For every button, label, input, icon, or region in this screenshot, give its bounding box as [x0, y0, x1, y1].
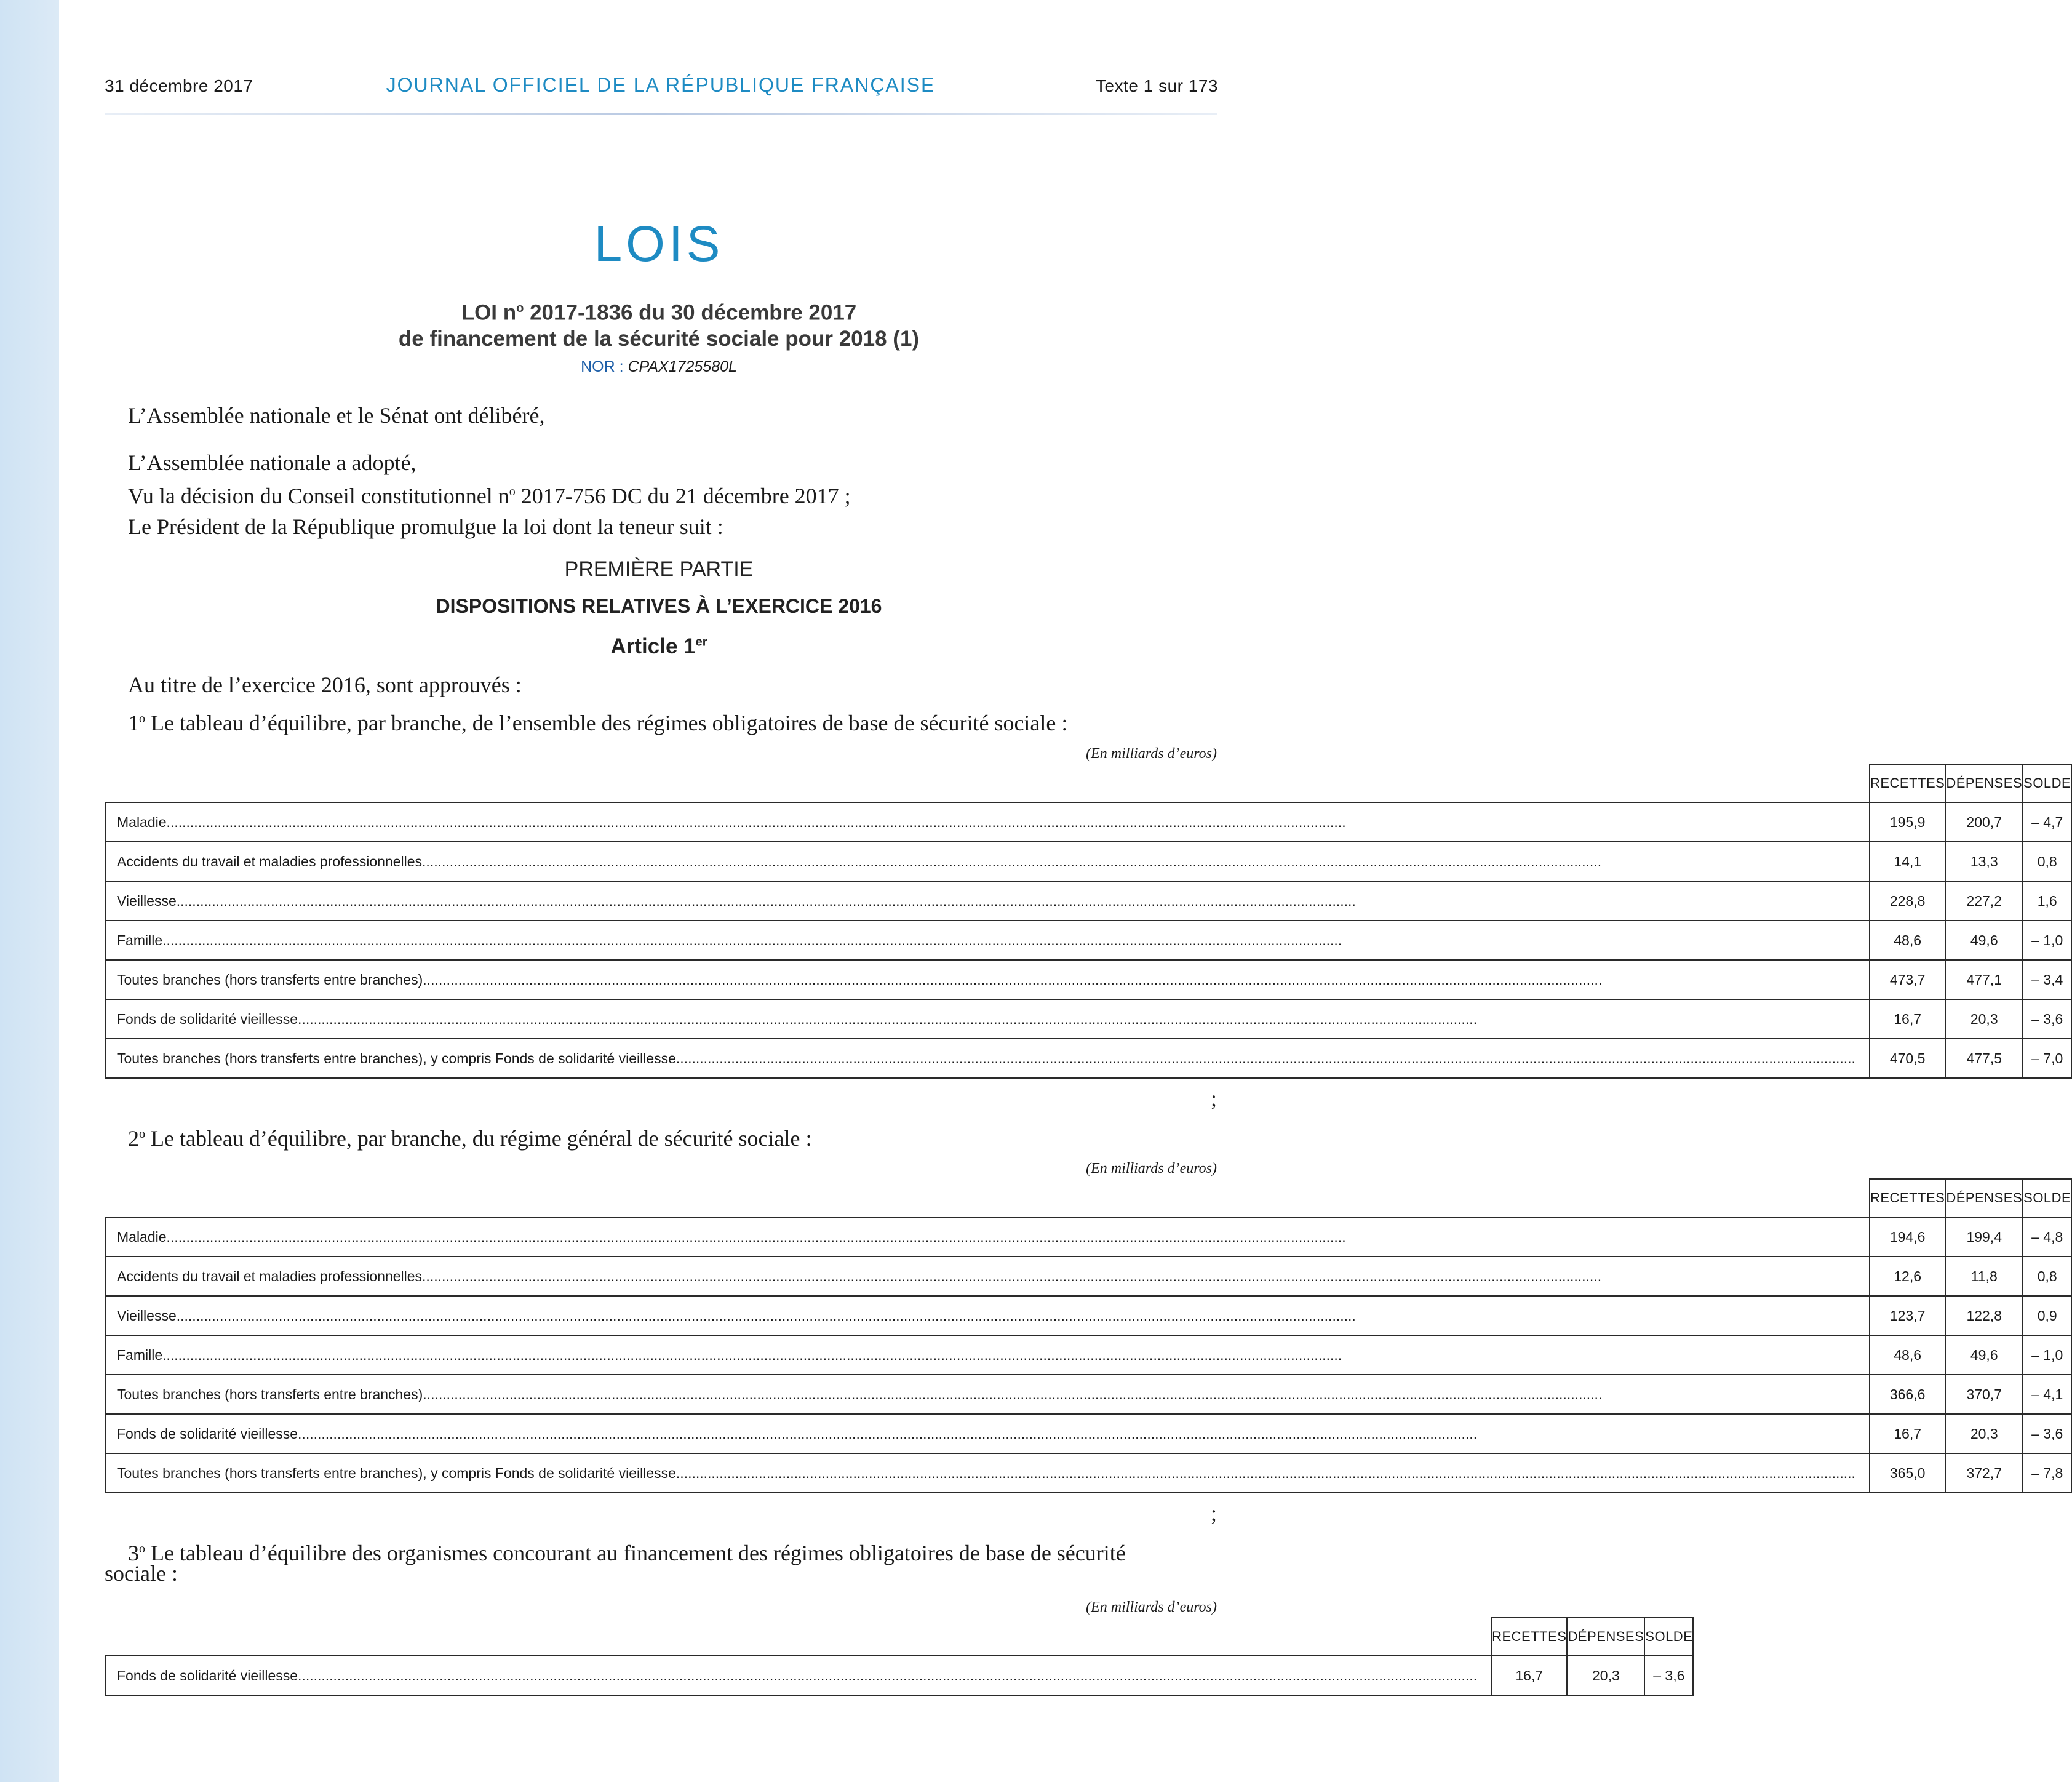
recettes-value	[1870, 1453, 1945, 1493]
solde-value-text: 0,8	[2037, 1268, 2057, 1284]
article-label: Article 1	[610, 634, 696, 658]
law-title-b: 2017-1836 du 30 décembre 2017	[524, 300, 857, 325]
leader-dots: ............................................................................................................................................................................................................................................................................................................	[298, 1010, 1478, 1027]
table-row	[105, 802, 2071, 842]
recettes-value-text: 16,7	[1515, 1667, 1544, 1684]
solde-value	[2023, 881, 2071, 921]
row-label-text: Toutes branches (hors transferts entre branches), y compris Fonds de solidarité vieillesse	[117, 1050, 676, 1066]
depenses-value	[1945, 960, 2023, 999]
article-intro: Au titre de l’exercice 2016, sont approuvés :	[128, 673, 522, 697]
decision-b: 2017-756 DC du 21 décembre 2017 ;	[515, 484, 851, 508]
table-row	[105, 921, 2071, 960]
solde-value-text: 0,8	[2037, 853, 2057, 869]
leader-dots: ............................................................................................................................................................................................................................................................................................................	[298, 1667, 1478, 1684]
table-row	[105, 1296, 2071, 1335]
row-label-text: Fonds de solidarité vieillesse	[117, 1425, 298, 1442]
row-label-text: Toutes branches (hors transferts entre branches)	[117, 971, 423, 988]
recettes-value-text: 228,8	[1889, 892, 1926, 909]
row-label-text: Vieillesse	[117, 892, 177, 909]
row-label-text: Accidents du travail et maladies professionnelles	[117, 853, 423, 869]
row-label	[105, 921, 1870, 960]
balance-table-general-scheme	[105, 1178, 2072, 1493]
depenses-value	[1945, 1039, 2023, 1078]
recettes-value	[1491, 1656, 1567, 1695]
solde-value-text: – 1,0	[2031, 1346, 2063, 1363]
table-row	[105, 960, 2071, 999]
recettes-value	[1870, 1335, 1945, 1375]
leader-dots: ............................................................................................................................................................................................................................................................................................................	[675, 1464, 1855, 1481]
recettes-value-text: 48,6	[1894, 1346, 1922, 1363]
depenses-value-text: 49,6	[1970, 932, 1998, 948]
row-label	[105, 1414, 1870, 1453]
item-1-text: Le tableau d’équilibre, par branche, de l’ensemble des régimes obligatoires de base de sécurité sociale :	[145, 711, 1068, 735]
nor-value: CPAX1725580L	[628, 358, 737, 375]
solde-value	[2023, 1453, 2071, 1493]
recettes-value	[1870, 999, 1945, 1039]
leader-dots: ............................................................................................................................................................................................................................................................................................................	[675, 1050, 1855, 1066]
row-label	[105, 1296, 1870, 1335]
solde-value-text: – 1,0	[2031, 932, 2063, 948]
depenses-value	[1945, 802, 2023, 842]
solde-value	[2023, 1296, 2071, 1335]
unit-label-3: (En milliards d’euros)	[1086, 1599, 1217, 1615]
recettes-value	[1870, 921, 1945, 960]
part-title: DISPOSITIONS RELATIVES À L’EXERCICE 2016	[436, 595, 882, 617]
row-label-text: Toutes branches (hors transferts entre branches)	[117, 1386, 423, 1402]
depenses-value-text: 122,8	[1966, 1307, 2002, 1324]
depenses-value	[1945, 1414, 2023, 1453]
recettes-value-text: 14,1	[1894, 853, 1922, 869]
item-3	[128, 1536, 1126, 1566]
semicolon-1: ;	[1210, 1086, 1217, 1111]
preamble-decision	[128, 479, 851, 509]
leader-dots: ............................................................................................................................................................................................................................................................................................................	[166, 1228, 1346, 1245]
item-3-number: 3	[128, 1541, 139, 1565]
preamble-deliberation: L’Assemblée nationale et le Sénat ont délibéré,	[128, 403, 545, 428]
item-3-continuation: sociale :	[105, 1561, 178, 1586]
recettes-value-text: 123,7	[1889, 1307, 1926, 1324]
leader-dots: ............................................................................................................................................................................................................................................................................................................	[162, 932, 1342, 948]
article-sup: er	[695, 635, 707, 649]
depenses-value-text: 372,7	[1966, 1464, 2002, 1481]
column-header-solde: SOLDE	[2023, 764, 2071, 802]
article-heading	[59, 634, 1259, 659]
depenses-value	[1945, 842, 2023, 881]
issue-date: 31 décembre 2017	[105, 76, 253, 95]
depenses-value-text: 477,1	[1966, 971, 2002, 988]
column-header-depenses: DÉPENSES	[1567, 1618, 1644, 1656]
recettes-value-text: 16,7	[1894, 1010, 1922, 1027]
recettes-value	[1870, 1375, 1945, 1414]
solde-value-text: – 3,6	[1653, 1667, 1685, 1684]
table-row	[105, 1656, 1693, 1695]
journal-page	[59, 0, 2071, 1782]
table-row	[105, 842, 2071, 881]
left-margin-band	[0, 0, 59, 1782]
header-blank	[105, 764, 1870, 802]
law-title	[59, 295, 1259, 352]
solde-value	[2023, 802, 2071, 842]
item-1-number: 1	[128, 711, 139, 735]
leader-dots: ............................................................................................................................................................................................................................................................................................................	[298, 1425, 1478, 1442]
depenses-value-text: 20,3	[1970, 1010, 1998, 1027]
text-counter: Texte 1 sur 173	[1096, 76, 1218, 95]
table-row	[105, 881, 2071, 921]
solde-value	[2023, 1039, 2071, 1078]
preamble-promulgation: Le Président de la République promulgue la loi dont la teneur suit :	[128, 514, 723, 539]
solde-value	[2023, 1217, 2071, 1257]
depenses-value-text: 49,6	[1970, 1346, 1998, 1363]
depenses-value-text: 199,4	[1966, 1228, 2002, 1245]
depenses-value-text: 200,7	[1966, 813, 2002, 830]
law-title-sup: o	[516, 302, 524, 315]
item-3-sup: o	[139, 1542, 145, 1556]
item-1-sup: o	[139, 712, 145, 725]
solde-value-text: – 3,6	[2031, 1425, 2063, 1442]
semicolon-2: ;	[1210, 1501, 1217, 1525]
depenses-value-text: 477,5	[1966, 1050, 2002, 1066]
leader-dots: ............................................................................................................................................................................................................................................................................................................	[176, 892, 1356, 909]
depenses-value	[1945, 881, 2023, 921]
row-label	[105, 1217, 1870, 1257]
row-label-text: Famille	[117, 932, 163, 948]
row-label	[105, 1335, 1870, 1375]
depenses-value-text: 20,3	[1592, 1667, 1620, 1684]
solde-value-text: 1,6	[2037, 892, 2057, 909]
row-label-text: Fonds de solidarité vieillesse	[117, 1010, 298, 1027]
header-blank	[105, 1179, 1870, 1217]
column-header-solde: SOLDE	[1644, 1618, 1693, 1656]
solde-value-text: – 3,6	[2031, 1010, 2063, 1027]
row-label	[105, 1375, 1870, 1414]
row-label	[105, 960, 1870, 999]
recettes-value-text: 48,6	[1894, 932, 1922, 948]
row-label-text: Toutes branches (hors transferts entre branches), y compris Fonds de solidarité vieillesse	[117, 1464, 676, 1481]
depenses-value	[1945, 999, 2023, 1039]
leader-dots: ............................................................................................................................................................................................................................................................................................................	[166, 813, 1346, 830]
solde-value	[1644, 1656, 1693, 1695]
balance-table-financing-bodies	[105, 1617, 1694, 1696]
column-header-depenses: DÉPENSES	[1945, 1179, 2023, 1217]
table-row	[105, 1217, 2071, 1257]
part-heading: PREMIÈRE PARTIE	[564, 557, 754, 581]
row-label	[105, 881, 1870, 921]
header-rule	[105, 113, 1217, 115]
solde-value-text: – 4,1	[2031, 1386, 2063, 1402]
solde-value	[2023, 1257, 2071, 1296]
decision-a: Vu la décision du Conseil constitutionnel n	[128, 484, 509, 508]
nor-label: NOR :	[581, 358, 628, 375]
solde-value	[2023, 1414, 2071, 1453]
balance-table-all-schemes	[105, 764, 2072, 1079]
row-label	[105, 999, 1870, 1039]
column-header-depenses: DÉPENSES	[1945, 764, 2023, 802]
table-row	[105, 1375, 2071, 1414]
row-label-text: Fonds de solidarité vieillesse	[117, 1667, 298, 1684]
solde-value	[2023, 1375, 2071, 1414]
unit-label-2: (En milliards d’euros)	[1086, 1161, 1217, 1177]
solde-value	[2023, 960, 2071, 999]
recettes-value	[1870, 802, 1945, 842]
table-row	[105, 1257, 2071, 1296]
recettes-value	[1870, 842, 1945, 881]
solde-value-text: – 7,8	[2031, 1464, 2063, 1481]
law-title-a: LOI n	[461, 300, 517, 325]
row-label-text: Maladie	[117, 813, 167, 830]
recettes-value	[1870, 1039, 1945, 1078]
column-header-solde: SOLDE	[2023, 1179, 2071, 1217]
row-label	[105, 1039, 1870, 1078]
recettes-value-text: 470,5	[1889, 1050, 1926, 1066]
depenses-value-text: 13,3	[1970, 853, 1998, 869]
table-row	[105, 1453, 2071, 1493]
law-subtitle: de financement de la sécurité sociale pour 2018 (1)	[398, 326, 920, 351]
leader-dots: ............................................................................................................................................................................................................................................................................................................	[422, 1268, 1602, 1284]
column-header-recettes: RECETTES	[1491, 1618, 1567, 1656]
recettes-value-text: 16,7	[1894, 1425, 1922, 1442]
depenses-value	[1945, 921, 2023, 960]
depenses-value	[1567, 1656, 1644, 1695]
leader-dots: ............................................................................................................................................................................................................................................................................................................	[162, 1346, 1342, 1363]
item-2-number: 2	[128, 1126, 139, 1151]
table-row	[105, 1414, 2071, 1453]
recettes-value-text: 12,6	[1894, 1268, 1922, 1284]
solde-value	[2023, 921, 2071, 960]
solde-value-text: – 3,4	[2031, 971, 2063, 988]
recettes-value-text: 365,0	[1889, 1464, 1926, 1481]
page-header	[105, 74, 1217, 98]
section-title: LOIS	[594, 216, 724, 272]
recettes-value	[1870, 881, 1945, 921]
leader-dots: ............................................................................................................................................................................................................................................................................................................	[422, 853, 1602, 869]
item-2	[128, 1121, 811, 1151]
column-header-recettes: RECETTES	[1870, 1179, 1945, 1217]
decision-sup: o	[509, 485, 516, 498]
row-label	[105, 1656, 1491, 1695]
table-row	[105, 1039, 2071, 1078]
journal-name: JOURNAL OFFICIEL DE LA RÉPUBLIQUE FRANÇAISE	[386, 74, 936, 96]
depenses-value	[1945, 1257, 2023, 1296]
leader-dots: ............................................................................................................................................................................................................................................................................................................	[176, 1307, 1356, 1324]
table-row	[105, 999, 2071, 1039]
depenses-value	[1945, 1335, 2023, 1375]
unit-label-1: (En milliards d’euros)	[1086, 746, 1217, 762]
depenses-value	[1945, 1453, 2023, 1493]
solde-value	[2023, 1335, 2071, 1375]
solde-value	[2023, 842, 2071, 881]
item-2-sup: o	[139, 1127, 145, 1141]
depenses-value-text: 370,7	[1966, 1386, 2002, 1402]
row-label	[105, 802, 1870, 842]
solde-value-text: 0,9	[2037, 1307, 2057, 1324]
depenses-value-text: 227,2	[1966, 892, 2002, 909]
row-label	[105, 1453, 1870, 1493]
solde-value	[2023, 999, 2071, 1039]
recettes-value	[1870, 1257, 1945, 1296]
header-blank	[105, 1618, 1491, 1656]
recettes-value-text: 195,9	[1889, 813, 1926, 830]
depenses-value-text: 11,8	[1970, 1268, 1998, 1284]
solde-value-text: – 4,7	[2031, 813, 2063, 830]
table-row	[105, 1335, 2071, 1375]
recettes-value-text: 473,7	[1889, 971, 1926, 988]
preamble-adoption: L’Assemblée nationale a adopté,	[128, 450, 416, 475]
row-label-text: Vieillesse	[117, 1307, 177, 1324]
solde-value-text: – 4,8	[2031, 1228, 2063, 1245]
depenses-value	[1945, 1217, 2023, 1257]
row-label	[105, 1257, 1870, 1296]
leader-dots: ............................................................................................................................................................................................................................................................................................................	[423, 971, 1603, 988]
solde-value-text: – 7,0	[2031, 1050, 2063, 1066]
depenses-value	[1945, 1296, 2023, 1335]
column-header-recettes: RECETTES	[1870, 764, 1945, 802]
item-2-text: Le tableau d’équilibre, par branche, du régime général de sécurité sociale :	[145, 1126, 812, 1151]
recettes-value	[1870, 1217, 1945, 1257]
row-label-text: Famille	[117, 1346, 163, 1363]
depenses-value	[1945, 1375, 2023, 1414]
row-label-text: Accidents du travail et maladies professionnelles	[117, 1268, 423, 1284]
row-label-text: Maladie	[117, 1228, 167, 1245]
recettes-value	[1870, 1296, 1945, 1335]
leader-dots: ............................................................................................................................................................................................................................................................................................................	[423, 1386, 1603, 1402]
recettes-value-text: 194,6	[1889, 1228, 1926, 1245]
row-label	[105, 842, 1870, 881]
recettes-value	[1870, 1414, 1945, 1453]
item-3-text-line1: Le tableau d’équilibre des organismes concourant au financement des régimes obligatoires de base de sécurité	[145, 1541, 1126, 1565]
depenses-value-text: 20,3	[1970, 1425, 1998, 1442]
nor-reference	[59, 358, 1259, 376]
recettes-value-text: 366,6	[1889, 1386, 1926, 1402]
recettes-value	[1870, 960, 1945, 999]
item-1	[128, 706, 1067, 736]
